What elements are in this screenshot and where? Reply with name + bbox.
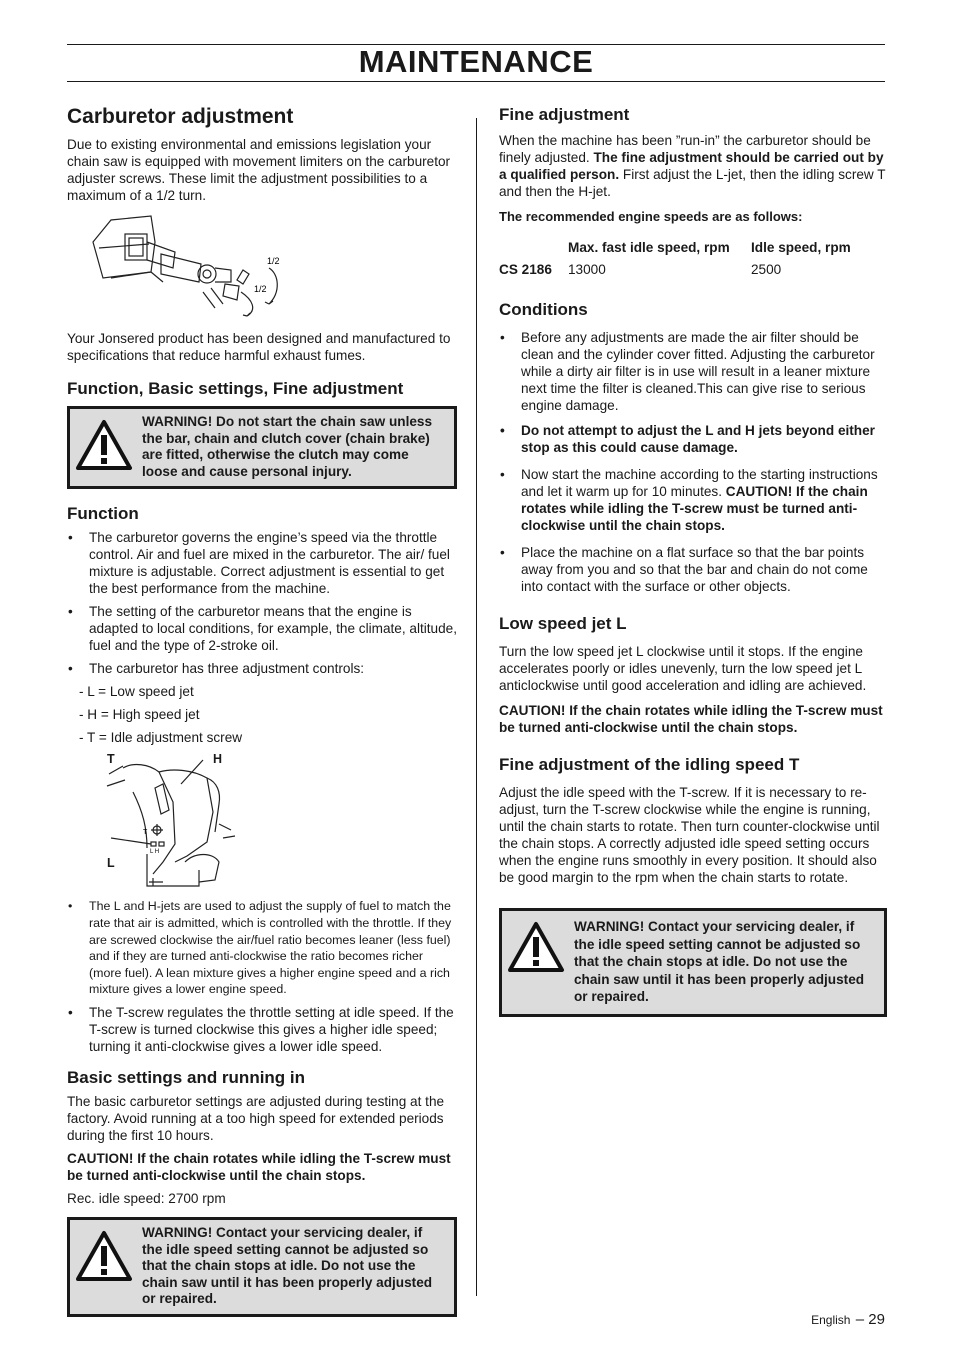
- low-speed-caution: CAUTION! If the chain rotates while idling the T-screw must be turned anti-clockwise until the chain stops.: [499, 703, 883, 735]
- cond3-text: Now start the machine according to the starting instructions and let it warm up for 10 minutes.: [521, 467, 878, 499]
- low-speed-text: Turn the low speed jet L clockwise until it stops. If the engine accelerates poorly or idles unevenly, turn the low speed jet L anticlockwise until good acceleration and idling are achieved.: [499, 644, 867, 693]
- engine-speeds-table: [499, 237, 851, 281]
- controls-list: [79, 683, 457, 746]
- list-item: • The L and H-jets are used to adjust the supply of fuel to match the rate that air is admitted, which is controlled with the throttle. If they are screwed clockwise the air/fuel ratio becomes leaner (less fuel) and if they are turned anti-clockwise the ratio becomes richer (more fuel). A lean mixture gives a higher engine speed and a rich mixture gives a lower engine speed.: [67, 898, 457, 998]
- basic-settings-text: The basic carburetor settings are adjusted during testing at the factory. Avoid running at a too high speed for extended periods during the first 10 hours.: [67, 1093, 445, 1143]
- left-column: [67, 104, 457, 1317]
- warning-clutch-text: WARNING! Do not start the chain saw unless the bar, chain and clutch cover (chain brake) are fitted, otherwise the clutch may come loose and cause personal injury.: [142, 414, 433, 479]
- list-item: • The T-screw regulates the throttle setting at idle speed. If the T-screw is turned clockwise this gives a higher idle speed; turning it anti-clockwise gives a lower idle speed.: [67, 1004, 457, 1055]
- list-item: [499, 466, 887, 534]
- fine-text-bold: The fine adjustment should be carried out by a qualified person.: [499, 150, 884, 182]
- right-column: [499, 104, 887, 1017]
- list-item: - T = Idle adjustment screw: [79, 730, 243, 746]
- fig2-small-t: T: [143, 829, 148, 837]
- list-item: • Do not attempt to adjust the L and H jets beyond either stop as this could cause damage.: [499, 422, 887, 456]
- column-divider: [476, 118, 477, 1296]
- list-item: - H = High speed jet: [79, 707, 200, 723]
- table-header: [499, 237, 568, 259]
- fine-text-2: First adjust the L-jet, then the idling screw T and then the H-jet.: [499, 167, 886, 199]
- warning-box-dealer: [499, 908, 887, 1017]
- fig2-label-t: T: [107, 752, 115, 767]
- adjustment-screws-figure: [103, 752, 303, 890]
- page-title: MAINTENANCE: [358, 44, 594, 79]
- warning-dealer-text: WARNING! Contact your servicing dealer, if the idle speed setting cannot be adjusted so that the chain stops at idle. Do not use the chain saw until it has been properly adjusted or repaired.: [574, 919, 865, 1004]
- fig2-label-l: L: [107, 856, 115, 871]
- list-item: • The setting of the carburetor means that the engine is adapted to local conditions, for example, the climate, altitude, fuel and the type of 2-stroke oil.: [67, 603, 457, 654]
- basic-caution: CAUTION! If the chain rotates while idling the T-screw must be turned anti-clockwise until the chain stops.: [67, 1150, 451, 1183]
- warning-triangle-icon: [75, 419, 133, 471]
- table-cell-max-speed: 13000: [568, 262, 606, 277]
- table-header: Idle speed, rpm: [751, 240, 851, 255]
- warning-triangle-icon: [507, 921, 565, 973]
- emissions-text: Your Jonsered product has been designed and manufactured to specifications that reduce harmful exhaust fumes.: [67, 331, 451, 363]
- table-header: Max. fast idle speed, rpm: [568, 240, 730, 255]
- warning-box-clutch: [67, 406, 457, 489]
- warning-triangle-icon: [75, 1230, 133, 1282]
- idle-speed-text: Adjust the idle speed with the T-screw. If it is necessary to re-adjust, turn the T-screw clockwise while the engine is running, until the chain starts to rotate. Then turn counter-clockwise until the chain stops. A correctly adjusted idle speed setting occurs when the engine runs smoothly in every position. It should also be good margin to the rpm when the chain starts to rotate.: [499, 785, 880, 885]
- warning-box-idle: [67, 1217, 457, 1317]
- page-footer: [811, 1311, 885, 1328]
- engine-illustration: [103, 752, 303, 890]
- list-item: • Place the machine on a flat surface so that the bar points away from you and so that the bar and chain do not come into contact with the surface or other objects.: [499, 544, 887, 595]
- function-settings-heading: Function, Basic settings, Fine adjustment: [67, 379, 404, 398]
- fine-text-1: When the machine has been ”run-in” the carburetor should be finely adjusted.: [499, 133, 871, 165]
- cond3-caution: CAUTION! If the chain rotates while idling the T-screw must be turned anti-clockwise until the chain stops.: [521, 484, 868, 533]
- list-item: • The carburetor governs the engine’s speed via the throttle control. Air and fuel are mixed in the carburetor. The air/ fuel mixture is adjustable. Correct adjustment is essential to get the best performance from the machine.: [67, 529, 457, 597]
- page-number: – 29: [855, 1311, 885, 1328]
- list-item: • Before any adjustments are made the air filter should be clean and the cylinder cover fitted. Adjusting the carburetor while a dirty air filter is in use will result in a leaner mixture next time the filter is cleaned.This can give rise to serious engine damage.: [499, 329, 887, 414]
- table-row: [499, 259, 851, 281]
- recommended-speeds: The recommended engine speeds are as follows:: [499, 209, 803, 224]
- conditions-list: [499, 329, 887, 595]
- jets-list: [67, 898, 457, 1055]
- table-cell-idle-speed: 2500: [751, 262, 782, 277]
- warning-idle-text: WARNING! Contact your servicing dealer, if the idle speed setting cannot be adjusted so that the chain stops at idle. Do not use the chain saw until it has been properly adjusted or repaired.: [142, 1224, 433, 1307]
- carburetor-heading: Carburetor adjustment: [67, 105, 294, 128]
- fine-adjustment-heading: Fine adjustment: [499, 105, 630, 124]
- intro-text: Due to existing environmental and emissions legislation your chain saw is equipped with movement limiters on the carburetor adjuster screws. These limit the adjustment possibilities to a maximum of a 1/2 turn.: [67, 137, 451, 203]
- basic-settings-heading: Basic settings and running in: [67, 1067, 306, 1087]
- fine-adjustment-text: [499, 132, 887, 200]
- list-item: • The carburetor has three adjustment controls:: [67, 660, 457, 677]
- table-cell-model: CS 2186: [499, 262, 552, 277]
- conditions-heading: Conditions: [499, 300, 588, 319]
- low-speed-heading: Low speed jet L: [499, 614, 627, 633]
- carburetor-screws-figure: [91, 212, 291, 320]
- fig2-small-lh: L H: [150, 849, 160, 856]
- function-list: [67, 529, 457, 677]
- list-item: - L = Low speed jet: [79, 684, 194, 700]
- fig1-label-b: 1/2: [254, 284, 267, 294]
- fig1-label-a: 1/2: [267, 256, 280, 266]
- idle-speed-heading: Fine adjustment of the idling speed T: [499, 755, 800, 774]
- fig2-label-h: H: [213, 752, 223, 767]
- title-rule: [67, 81, 885, 82]
- function-heading: Function: [67, 504, 139, 524]
- rec-idle-speed: Rec. idle speed: 2700 rpm: [67, 1190, 226, 1206]
- table-header-row: [499, 237, 851, 259]
- screw-limiter-illustration: [91, 212, 291, 320]
- footer-language: English: [811, 1313, 851, 1327]
